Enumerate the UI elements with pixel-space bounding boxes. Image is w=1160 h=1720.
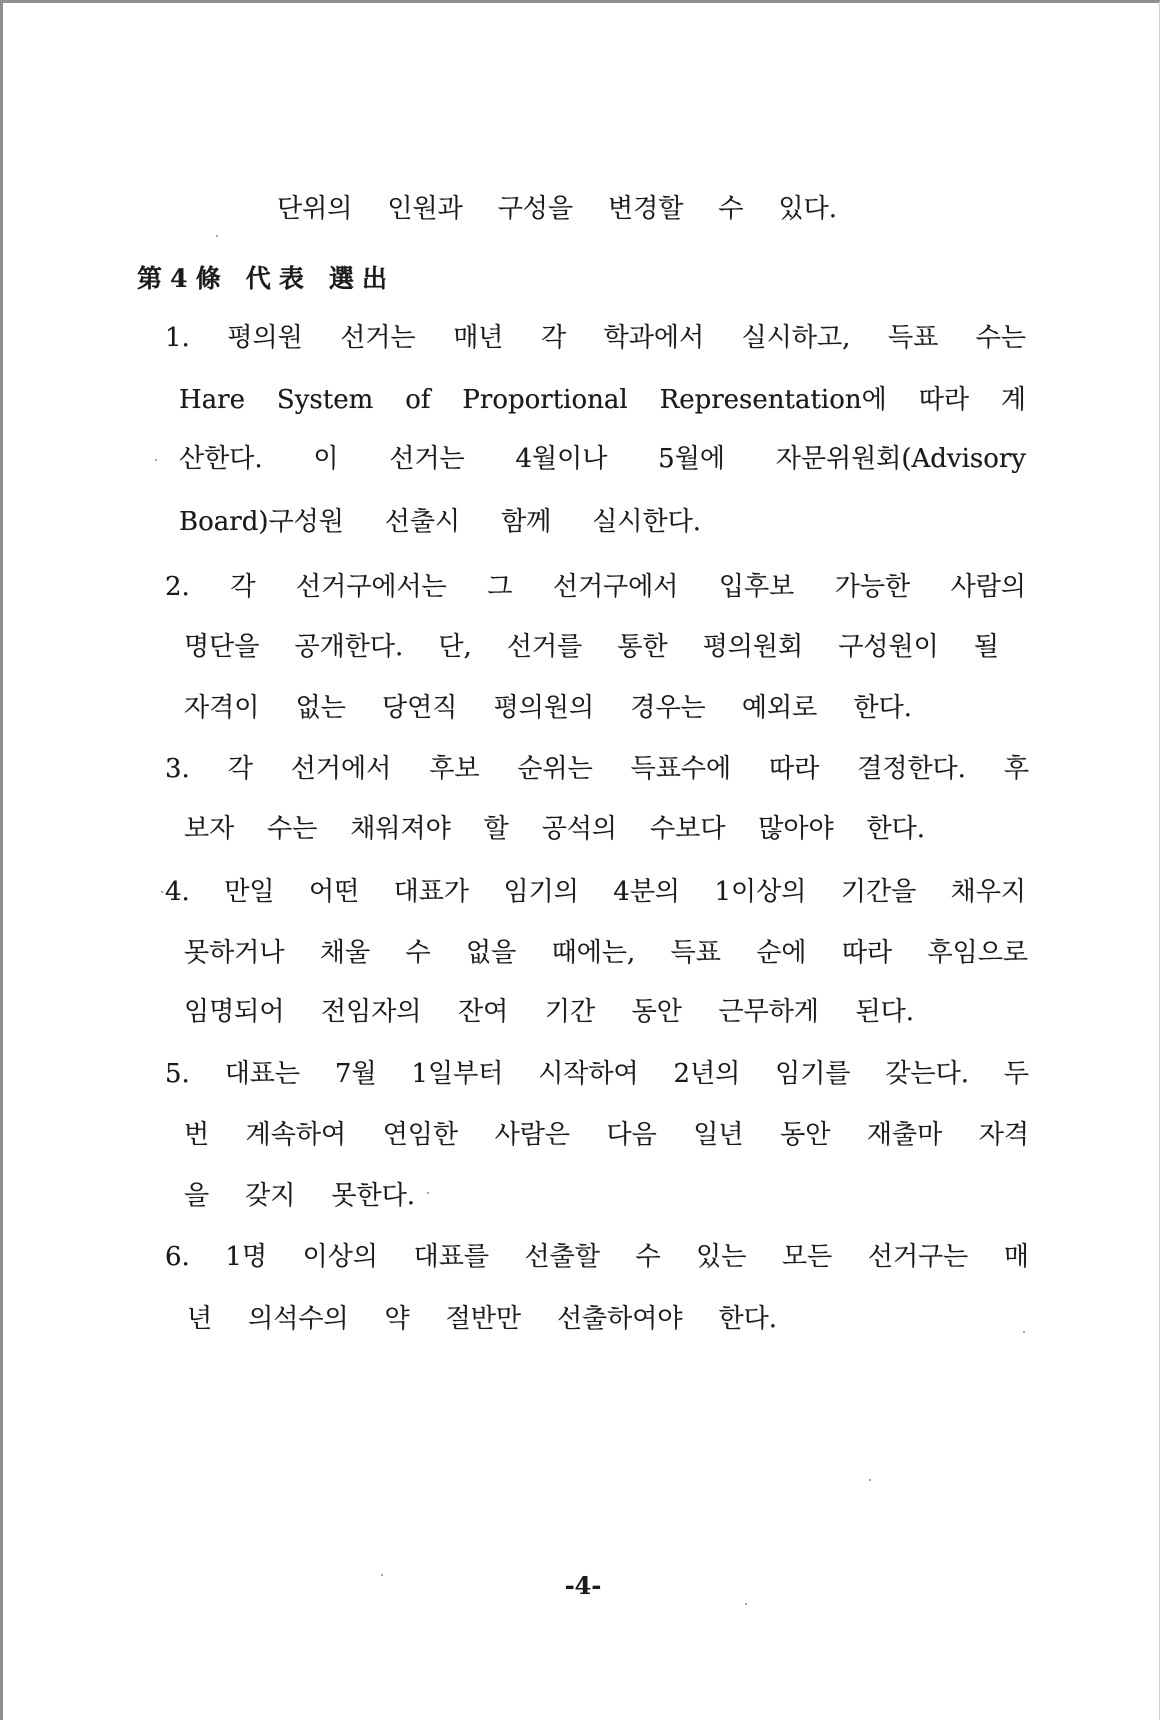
item-4-line-1 — [165, 874, 1026, 910]
scan-speck — [216, 235, 218, 237]
item-2-line-1 — [165, 569, 1026, 605]
scan-speck — [1023, 1331, 1025, 1333]
item-2-line-3: 자격이 없는 당연직 평의원의 경우는 예외로 한다. — [184, 693, 912, 723]
scan-speck — [745, 1603, 747, 1605]
item-4-text-1: 만일 어떤 대표가 임기의 4분의 1이상의 기간을 채우지 — [224, 877, 1027, 907]
item-1-line-4: Board)구성원 선출시 함께 실시한다. — [179, 507, 701, 537]
scan-speck — [155, 459, 157, 461]
item-6-number: 6. — [165, 1242, 190, 1272]
scan-speck — [869, 1479, 871, 1481]
item-3-line-1 — [165, 751, 1029, 787]
item-1-line-2: Hare System of Proportional Representation에 따라 계 — [179, 385, 1026, 415]
item-1-text-1: 평의원 선거는 매년 각 학과에서 실시하고, 득표 수는 — [227, 323, 1026, 353]
scan-speck — [161, 891, 163, 893]
item-4-line-3: 임명되어 전임자의 잔여 기간 동안 근무하게 된다. — [184, 997, 914, 1027]
item-6-text-1: 1명 이상의 대표를 선출할 수 있는 모든 선거구는 매 — [225, 1242, 1029, 1272]
item-6-line-2: 년 의석수의 약 절반만 선출하여야 한다. — [187, 1304, 777, 1334]
continuation-line: 단위의 인원과 구성을 변경할 수 있다. — [277, 194, 837, 224]
item-2-line-2: 명단을 공개한다. 단, 선거를 통한 평의원회 구성원이 될 — [184, 632, 999, 662]
page-number: -4- — [564, 1571, 602, 1600]
item-1-number: 1. — [165, 323, 190, 353]
item-2-text-1: 각 선거구에서는 그 선거구에서 입후보 가능한 사람의 — [230, 572, 1027, 602]
item-2-number: 2. — [165, 572, 190, 602]
scan-speck — [427, 1192, 429, 1194]
item-1-line-1 — [165, 320, 1026, 356]
item-3-number: 3. — [165, 754, 190, 784]
item-4-number: 4. — [165, 877, 190, 907]
item-5-line-3: 을 갖지 못한다. — [184, 1181, 415, 1211]
article-heading: 第4條 代表 選出 — [137, 264, 387, 293]
item-1-line-3: 산한다. 이 선거는 4월이나 5월에 자문위원회(Advisory — [179, 444, 1026, 474]
item-5-number: 5. — [165, 1059, 190, 1089]
scan-speck — [381, 1574, 383, 1576]
item-3-text-1: 각 선거에서 후보 순위는 득표수에 따라 결정한다. 후 — [227, 754, 1029, 784]
item-5-line-2: 번 계속하여 연임한 사람은 다음 일년 동안 재출마 자격 — [184, 1120, 1029, 1150]
item-4-line-2: 못하거나 채울 수 없을 때에는, 득표 순에 따라 후임으로 — [184, 938, 1028, 968]
item-5-text-1: 대표는 7월 1일부터 시작하여 2년의 임기를 갖는다. 두 — [224, 1059, 1029, 1089]
item-6-line-1 — [165, 1239, 1029, 1275]
item-3-line-2: 보자 수는 채워져야 할 공석의 수보다 많아야 한다. — [184, 814, 925, 844]
item-5-line-1 — [165, 1056, 1029, 1092]
